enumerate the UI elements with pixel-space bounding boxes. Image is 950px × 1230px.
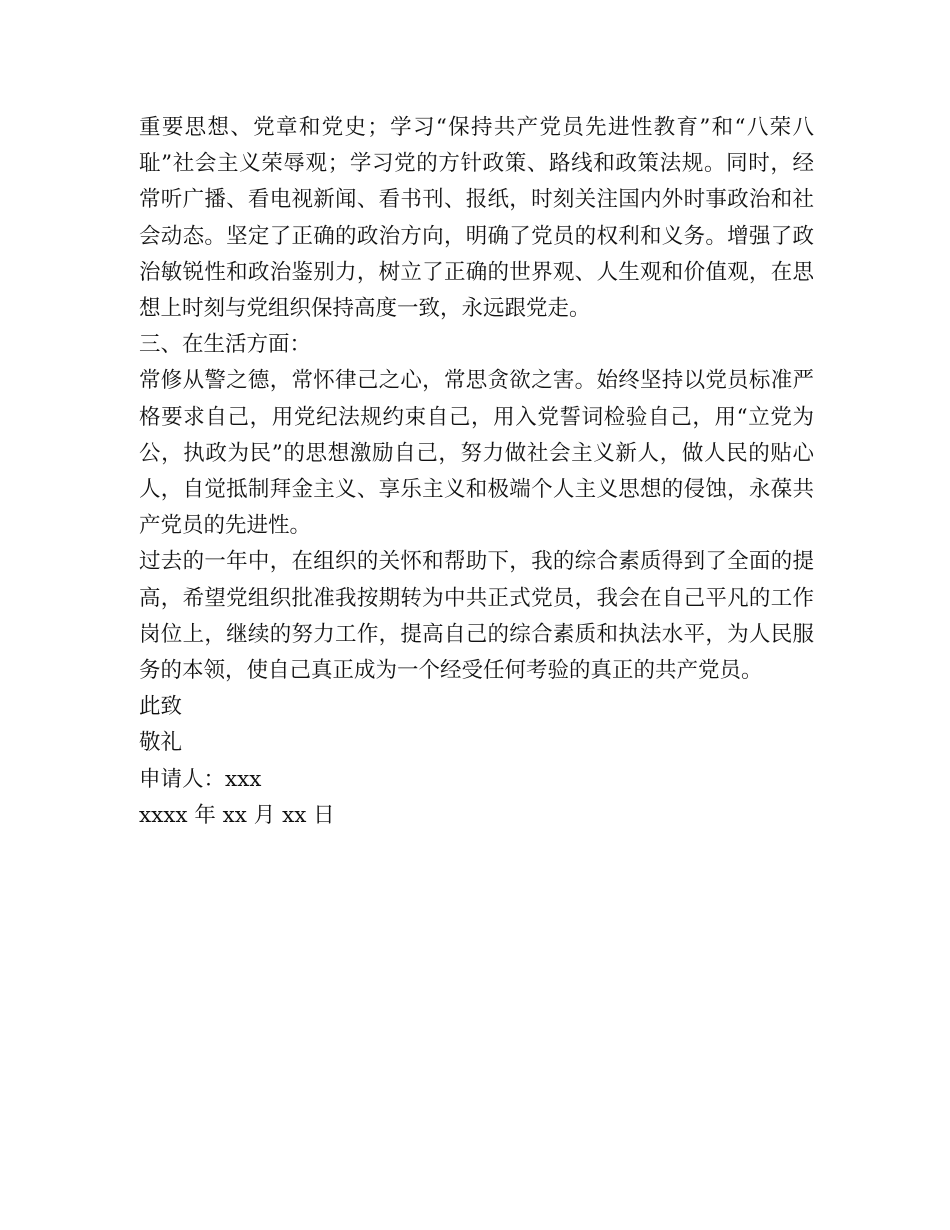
applicant-signature: 申请人：xxx bbox=[139, 766, 262, 792]
paragraph-life: 常修从警之德，常怀律己之心，常思贪欲之害。始终坚持以党员标准严格要求自己，用党纪法规约束自己，用入党誓词检验自己，用“立党为公，执政为民”的思想激励自己，努力做社会主义新人，做人民的贴心人，自觉抵制拜金主义、享乐主义和极端个人主义思想的侵蚀，永葆共产党员的先进性。 bbox=[139, 368, 814, 539]
closing-regards: 敬礼 bbox=[139, 730, 183, 756]
signature-date: xxxx 年 xx 月 xx 日 bbox=[139, 802, 335, 828]
section-heading-life: 三、在生活方面： bbox=[139, 332, 312, 358]
document-body bbox=[139, 110, 814, 834]
paragraph-conclusion: 过去的一年中，在组织的关怀和帮助下，我的综合素质得到了全面的提高，希望党组织批准我按期转为中共正式党员，我会在自己平凡的工作岗位上，继续的努力工作，提高自己的综合素质和执法水平，为人民服务的本领，使自己真正成为一个经受任何考验的真正的共产党员。 bbox=[139, 549, 814, 684]
closing-salutation: 此致 bbox=[139, 694, 183, 720]
paragraph-study: 重要思想、党章和党史；学习“保持共产党员先进性教育”和“八荣八耻”社会主义荣辱观；学习党的方针政策、路线和政策法规。同时，经常听广播、看电视新闻、看书刊、报纸，时刻关注国内外时事政治和社会动态。坚定了正确的政治方向，明确了党员的权利和义务。增强了政治敏锐性和政治鉴别力，树立了正确的世界观、人生观和价值观，在思想上时刻与党组织保持高度一致，永远跟党走。 bbox=[139, 115, 814, 322]
